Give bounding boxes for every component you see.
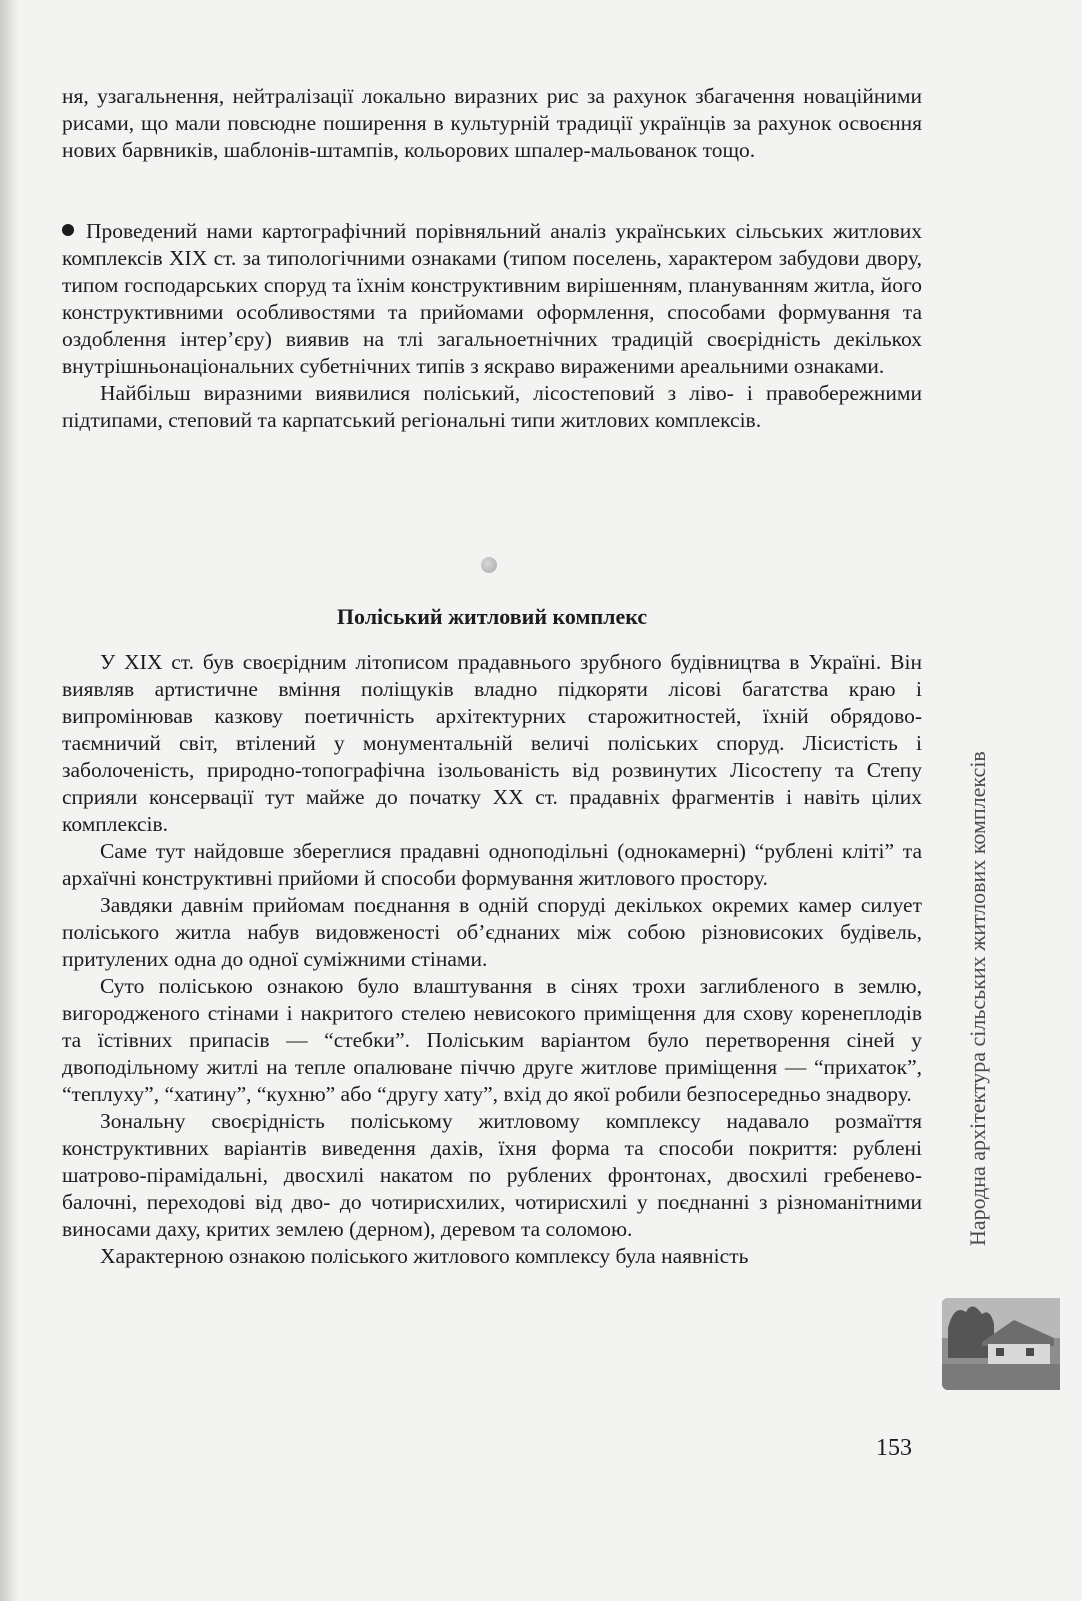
section-paragraph: Саме тут найдовше збереглися прадавні одноподільні (однокамерні) “рублені кліті” та архаїчні конструктивні прийоми й способи формування житлового простору.	[62, 839, 922, 890]
section-title: Поліський житловий комплекс	[336, 604, 648, 629]
intro-text	[62, 83, 922, 164]
section-paragraph: У XIX ст. був своєрідним літописом прадавнього зрубного будівництва в Україні. Він виявляв артистичне вміння поліщуків владно підкоряти лісові багатства краю і випромінював казкову поетичність архітектурних старожитностей, їхній обрядово-таємничий світ, втілений у монументальній величі поліських споруд. Лісистість і заболоченість, природно-топографічна ізольованість від розвинутих Лісостепу та Степу сприяли консервації тут майже до початку XX ст. прадавніх фрагментів і навіть цілих комплексів.	[62, 650, 922, 836]
section-paragraph: Суто поліською ознакою було влаштування в сінях трохи заглибленого в землю, вигородженого стінами і накритого стелею невисокого приміщення для схову коренеплодів та їстівних припасів — “стебки”. Поліським варіантом було перетворення сіней у двоподільному житлі на тепле опалюване піччю друге житлове приміщення — “прихаток”, “теплуху”, “хатину”, “кухню” або “другу хату”, вхід до якої робили безпосередньо знадвору.	[62, 974, 922, 1106]
paragraph-regions: Найбільш виразними виявилися поліський, лісостеповий з ліво- і правобережними підтипами, степовий та карпатський регіональні типи житлових комплексів.	[62, 381, 922, 432]
bullet-paragraph-text: Проведений нами картографічний порівняльний аналіз українських сільських житлових комплексів XIX ст. за типологічними ознаками (типом поселень, характером забудови двору, типом господарських споруд та їхнім конструктивним вирішенням, плануванням житла, його конструктивними особливостями та прийомами оформлення, способами формування та оздоблення інтер’єру) виявив на тлі загальноетнічних традицій своєрідність декількох внутрішньонаціональних субетнічних типів з яскраво вираженими ареальними ознаками.	[62, 219, 922, 378]
page-number: 153	[876, 1435, 912, 1461]
page-binding-shadow	[0, 0, 18, 1601]
section-body	[62, 649, 922, 1270]
running-side-title: Народна архітектура сільських житлових комплексів	[965, 751, 990, 1246]
section-paragraph: Зональну своєрідність поліському житловому комплексу надавало розмаїття конструктивних варіантів виведення дахів, їхня форма та способи покриття: рублені шатрово-пірамідальні, двосхилі накатом по рублених фронтонах, двосхилі гребенево-балочні, переходові від дво- до чотирисхилих, чотирисхилі у поєднанні з різноманітними виносами даху, критих землею (дерном), деревом та соломою.	[62, 1109, 922, 1241]
house-thumbnail-image	[942, 1298, 1060, 1390]
section-paragraph: Завдяки давнім прийомам поєднання в одній споруді декількох окремих камер силует поліського житла набув видовженості об’єднаних між собою різновисоких будівель, притулених одна до одної суміжними стінами.	[62, 893, 922, 971]
bullet-icon	[62, 224, 74, 236]
bullet-paragraph	[62, 218, 922, 380]
paragraph-continuation: ня, узагальнення, нейтралізації локально виразних рис за рахунок збагачення новаційними рисами, що мали повсюдне поширення в культурній традиції українців за рахунок освоєння нових барвників, шаблонів-штампів, кольорових шпалер-мальованок тощо.	[62, 84, 922, 162]
analysis-text	[62, 218, 922, 434]
section-paragraph: Характерною ознакою поліського житлового комплексу була наявність	[100, 1244, 749, 1268]
section-divider-ornament	[481, 557, 497, 573]
